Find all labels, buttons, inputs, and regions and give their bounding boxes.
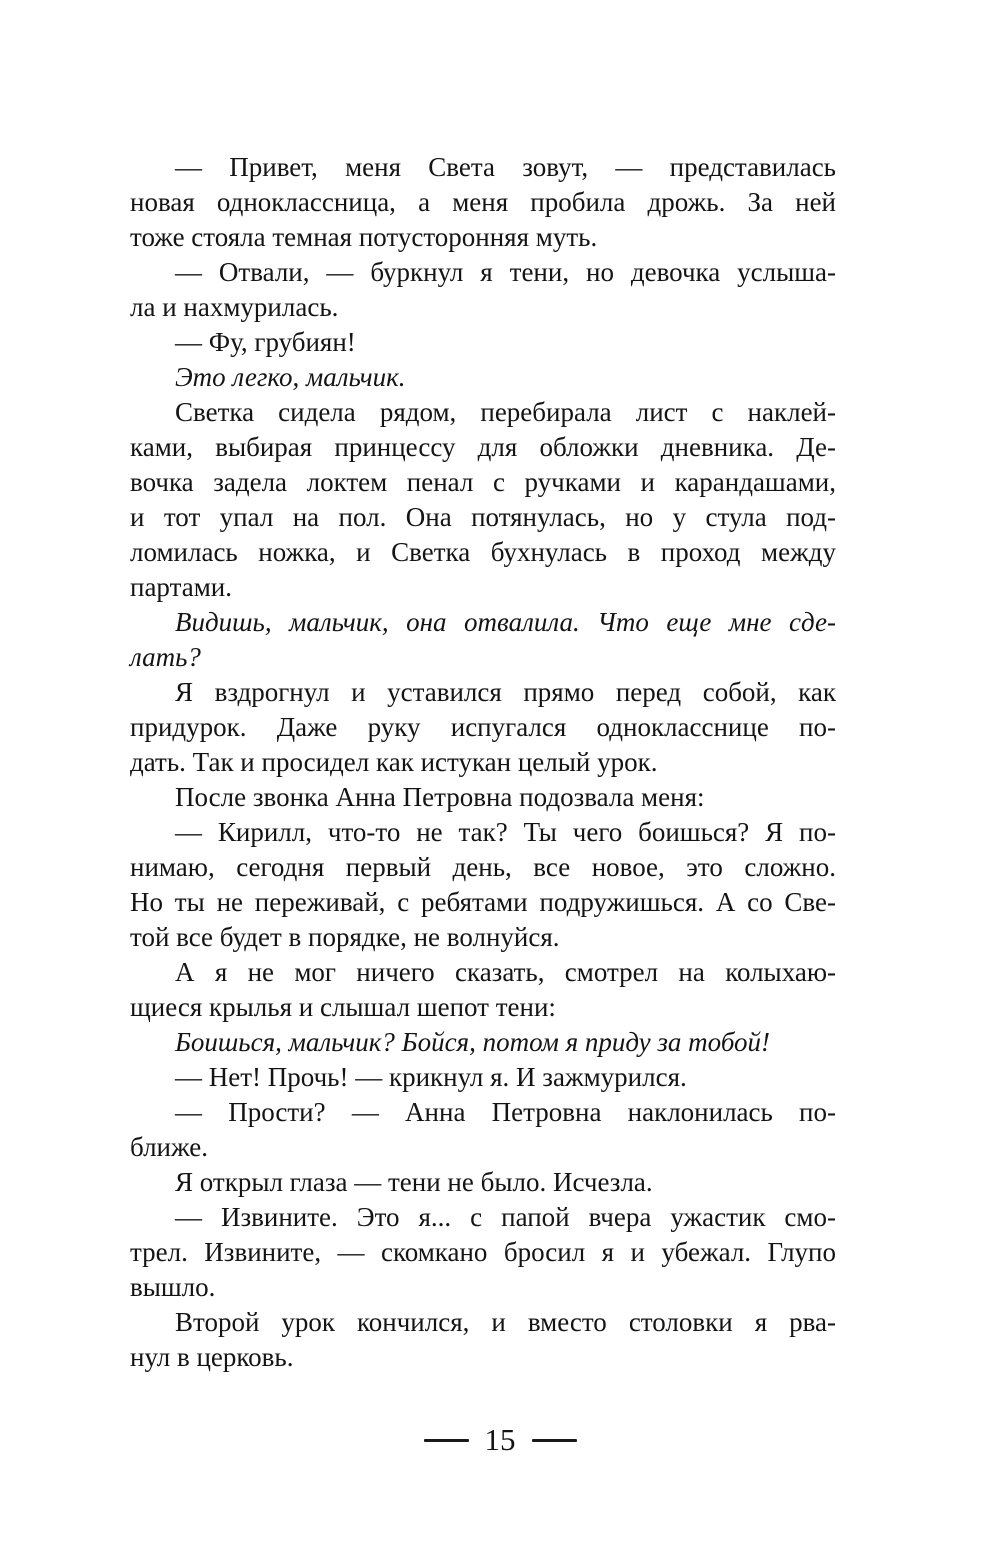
text-line: ближе. — [130, 1132, 209, 1162]
text-line: — Кирилл, что-то не так? Ты чего боишься? Я по- — [175, 817, 836, 847]
text-line: Это легко, мальчик. — [175, 362, 406, 392]
paragraph — [130, 360, 836, 395]
text-line: — Привет, меня Света зовут, — представилась — [175, 152, 836, 182]
text-line: тоже стояла темная потусторонняя муть. — [130, 222, 598, 252]
text-line: А я не мог ничего сказать, смотрел на колыхаю- — [175, 957, 836, 987]
text-line: щиеся крылья и слышал шепот тени: — [130, 992, 556, 1022]
text-line: нул в церковь. — [130, 1342, 294, 1372]
page-footer — [0, 1422, 1000, 1458]
text-line: Видишь, мальчик, она отвалила. Что еще мне сде- — [175, 607, 836, 637]
page-number-rule-right — [532, 1439, 577, 1442]
text-line: Боишься, мальчик? Бойся, потом я приду за тобой! — [175, 1027, 771, 1057]
paragraph — [130, 1060, 836, 1095]
text-line: лать? — [130, 642, 201, 672]
text-line: Второй урок кончился, и вместо столовки я рва- — [175, 1307, 836, 1337]
text-line: — Извините. Это я... с папой вчера ужастик смо- — [175, 1202, 836, 1232]
text-line: вышло. — [130, 1272, 216, 1302]
text-line: Я вздрогнул и уставился прямо перед собой, как — [175, 677, 836, 707]
paragraph — [130, 955, 836, 1025]
paragraph — [130, 395, 836, 605]
text-line: трел. Извините, — скомкано бросил я и убежал. Глупо — [130, 1237, 836, 1267]
paragraph — [130, 1200, 836, 1305]
text-line: ломилась ножка, и Светка бухнулась в проход между — [130, 537, 836, 567]
paragraph — [130, 1025, 836, 1060]
text-line: Но ты не переживай, с ребятами подружишься. А со Све- — [130, 887, 836, 917]
text-line: — Прости? — Анна Петровна наклонилась по- — [175, 1097, 836, 1127]
text-line: Светка сидела рядом, перебирала лист с наклей- — [175, 397, 836, 427]
paragraph — [130, 1095, 836, 1165]
text-line: и тот упал на пол. Она потянулась, но у стула под- — [130, 502, 836, 532]
text-line: партами. — [130, 572, 232, 602]
paragraph — [130, 605, 836, 675]
paragraph — [130, 1165, 836, 1200]
text-block — [130, 150, 836, 1375]
text-line: той все будет в порядке, не волнуйся. — [130, 922, 560, 952]
text-line: дать. Так и просидел как истукан целый урок. — [130, 747, 658, 777]
text-line: — Отвали, — буркнул я тени, но девочка услыша- — [175, 257, 836, 287]
paragraph — [130, 815, 836, 955]
page-number-rule-left — [424, 1439, 469, 1442]
text-line: вочка задела локтем пенал с ручками и карандашами, — [130, 467, 836, 497]
page-number: 15 — [484, 1422, 516, 1457]
text-line: ла и нахмурилась. — [130, 292, 339, 322]
text-line: — Фу, грубиян! — [175, 327, 356, 357]
paragraph — [130, 255, 836, 325]
text-line: нимаю, сегодня первый день, все новое, это сложно. — [130, 852, 836, 882]
paragraph — [130, 325, 836, 360]
text-line: новая одноклассница, а меня пробила дрожь. За ней — [130, 187, 836, 217]
paragraph — [130, 780, 836, 815]
text-line: — Нет! Прочь! — крикнул я. И зажмурился. — [175, 1062, 687, 1092]
text-line: Я открыл глаза — тени не было. Исчезла. — [175, 1167, 653, 1197]
paragraph — [130, 150, 836, 255]
text-line: придурок. Даже руку испугался однокласснице по- — [130, 712, 836, 742]
text-line: После звонка Анна Петровна подозвала меня: — [175, 782, 705, 812]
paragraph — [130, 1305, 836, 1375]
paragraph — [130, 675, 836, 780]
text-line: ками, выбирая принцессу для обложки дневника. Де- — [130, 432, 836, 462]
